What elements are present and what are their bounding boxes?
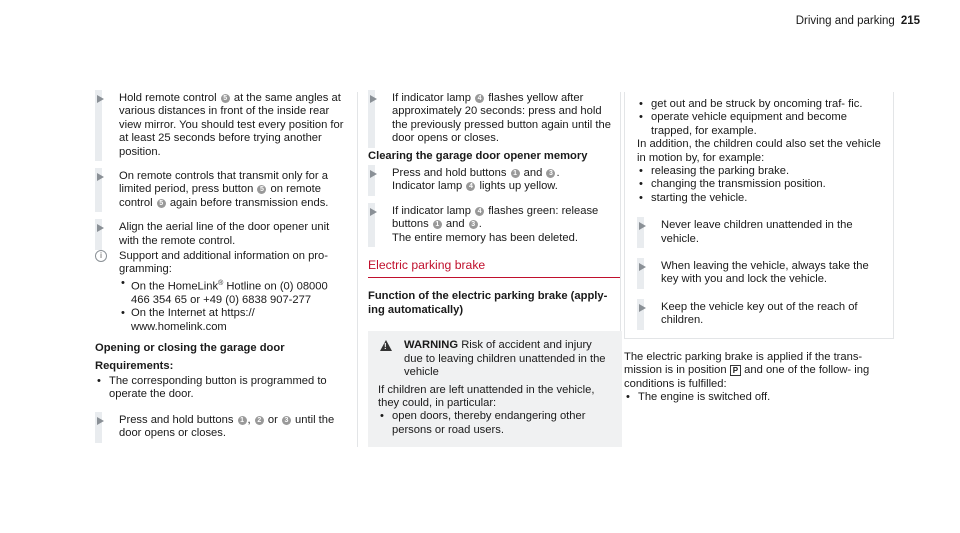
warning-text: If children are left unattended in the vehicle, they could, in particular: xyxy=(378,383,595,409)
arrow-icon xyxy=(97,224,104,232)
arrow-icon xyxy=(370,170,377,178)
subheading: Function of the electric parking brake (apply- ing automatically) xyxy=(368,290,608,316)
step: On remote controls that transmit only for a limited period, press button 5 on remote control 5 again before transmission ends. xyxy=(95,170,345,210)
column-2 xyxy=(368,92,620,447)
section-heading: Electric parking brake xyxy=(368,259,620,278)
callout-number: 1 xyxy=(433,220,442,229)
page-header xyxy=(796,15,920,28)
step: If indicator lamp 4 flashes green: release buttons 1 and 3 . The entire memory has been deleted. xyxy=(368,205,620,245)
step: Hold remote control 5 at the same angles at various distances in front of the inside rear view mirror. You should test every position for at least 25 seconds before trying another position. xyxy=(95,92,345,159)
list-item: • releasing the parking brake. xyxy=(637,165,883,178)
info-note: i Support and additional information on pro- gramming: • On the HomeLink® Hotline on (0) 08000 466 354 65 or +49 (0) 6838 907-277 • On the Internet at https:// www.homelink.com xyxy=(95,250,345,334)
list-item: • On the HomeLink® Hotline on (0) 08000 466 354 65 or +49 (0) 6838 907-277 xyxy=(119,277,345,308)
warning-icon xyxy=(380,340,392,351)
callout-number: 5 xyxy=(257,185,266,194)
warning-label: WARNING xyxy=(404,339,459,352)
callout-number: 5 xyxy=(221,94,230,103)
step: When leaving the vehicle, always take the key with you and lock the vehicle. xyxy=(637,260,883,287)
arrow-icon xyxy=(639,263,646,271)
arrow-icon xyxy=(97,417,104,425)
arrow-icon xyxy=(97,95,104,103)
arrow-icon xyxy=(97,173,104,181)
column-1 xyxy=(95,92,345,452)
requirements-label: Requirements: xyxy=(95,359,174,372)
column-divider xyxy=(357,92,358,447)
list-item: • The engine is switched off. xyxy=(624,391,894,404)
step: Never leave children unattended in the vehicle. xyxy=(637,219,883,246)
arrow-icon xyxy=(639,304,646,312)
step: Press and hold buttons 1 , 2 or 3 until the door opens or closes. xyxy=(95,414,345,441)
arrow-icon xyxy=(370,95,377,103)
step: If indicator lamp 4 flashes yellow after approximately 20 seconds: press and hold the previously pressed button again until the door opens or closes. xyxy=(368,92,620,146)
heading: Opening or closing the garage door xyxy=(95,342,285,355)
section-title: Driving and parking xyxy=(795,15,895,27)
list-item: • The corresponding button is programmed to operate the door. xyxy=(95,375,345,402)
list-item: • starting the vehicle. xyxy=(637,192,883,205)
list-item: • get out and be struck by oncoming traf- fic. xyxy=(637,98,883,111)
callout-number: 4 xyxy=(466,182,475,191)
list-item: • On the Internet at https:// www.homelink.com xyxy=(119,307,345,334)
callout-number: 4 xyxy=(475,207,484,216)
warning-header: ! WARNING Risk of accident and injury due to leaving children unattended in the vehicle xyxy=(378,339,612,379)
callout-number: 4 xyxy=(475,94,484,103)
arrow-icon xyxy=(370,208,377,216)
arrow-icon xyxy=(639,222,646,230)
callout-number: 2 xyxy=(255,416,264,425)
warning-box-continued xyxy=(624,92,894,339)
info-icon: i xyxy=(95,250,107,262)
callout-number: 1 xyxy=(238,416,247,425)
column-3 xyxy=(624,92,894,404)
list-item: • changing the transmission position. xyxy=(637,178,883,191)
list-item: • operate vehicle equipment and become trapped, for example. xyxy=(637,111,883,138)
step: Press and hold buttons 1 and 3 . Indicator lamp 4 lights up yellow. xyxy=(368,167,620,194)
heading: Clearing the garage door opener memory xyxy=(368,149,588,162)
callout-number: 3 xyxy=(546,169,555,178)
list-item: • open doors, thereby endangering other persons or road users. xyxy=(378,410,612,437)
callout-number: 3 xyxy=(282,416,291,425)
page-number: 215 xyxy=(900,15,920,27)
step: Keep the vehicle key out of the reach of children. xyxy=(637,301,883,328)
warning-box xyxy=(368,331,622,447)
paragraph: The electric parking brake is applied if the trans- mission is in position P and one of the follow- ing conditions is fulfilled: xyxy=(624,350,870,390)
step: Align the aerial line of the door opener unit with the remote control. xyxy=(95,221,345,248)
callout-number: 5 xyxy=(157,199,166,208)
transmission-p-icon: P xyxy=(730,365,741,376)
callout-number: 1 xyxy=(511,169,520,178)
paragraph: In addition, the children could also set the vehicle in motion by, for example: xyxy=(637,138,881,164)
callout-number: 3 xyxy=(469,220,478,229)
